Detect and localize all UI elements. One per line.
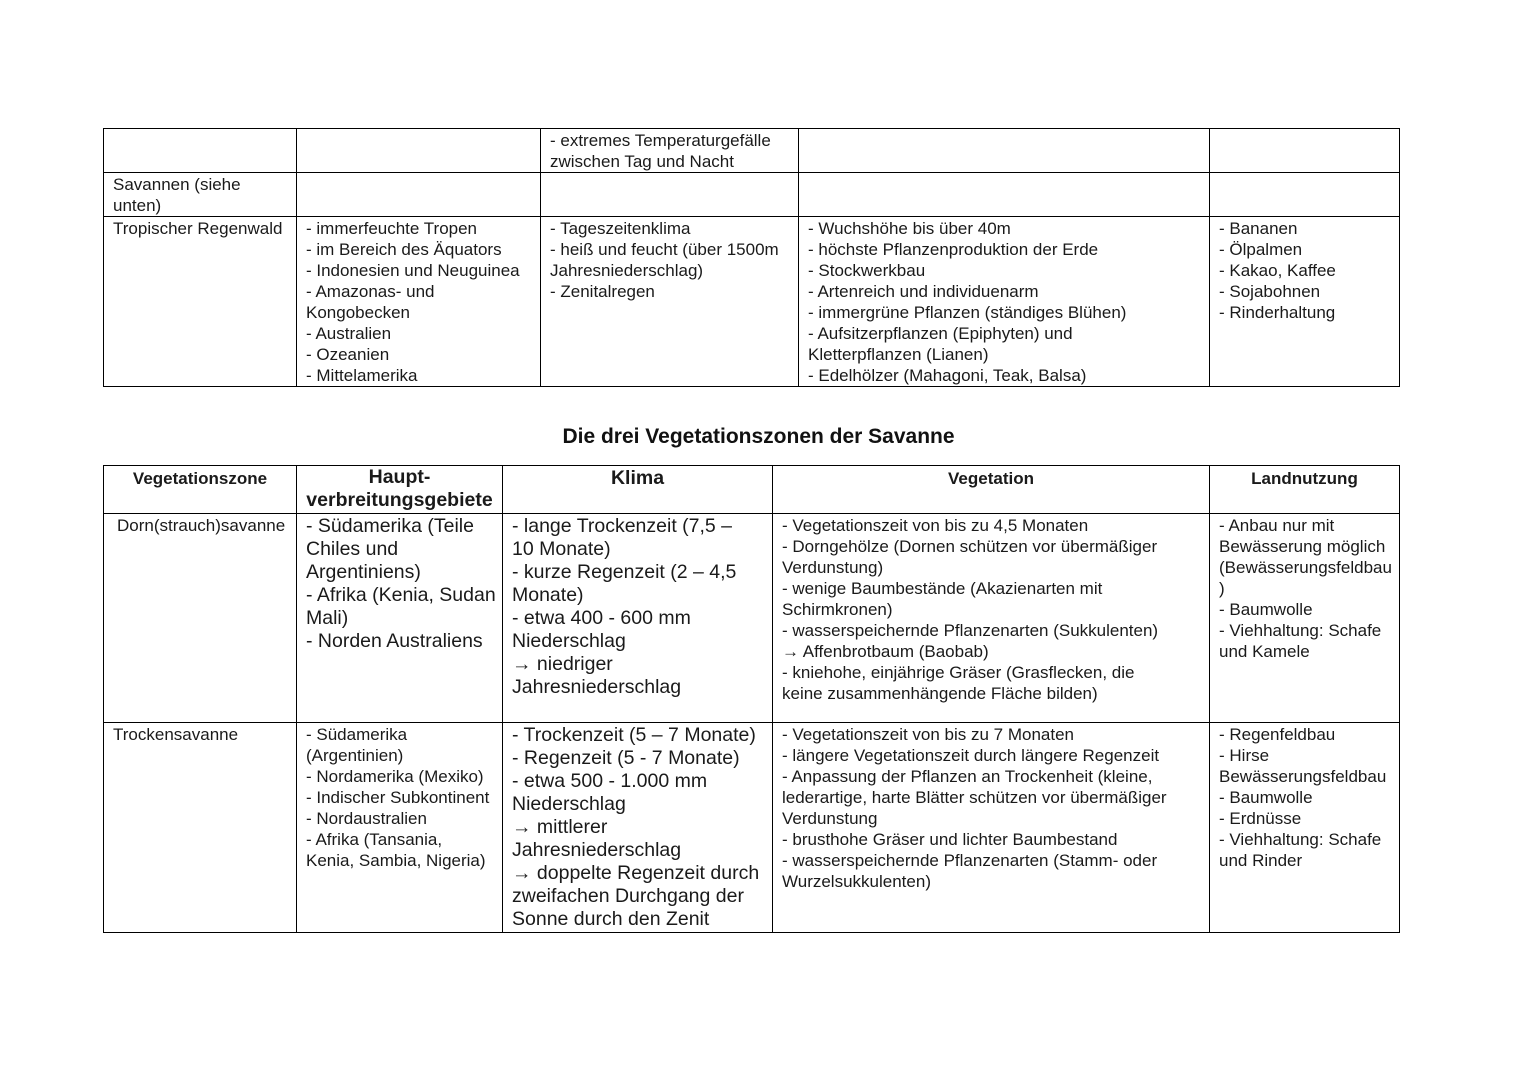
text-line: - wasserspeichernde Pflanzenarten (Sukkulenten)	[782, 621, 1159, 640]
text-line: - kniehohe, einjährige Gräser (Grasflecken, die	[782, 663, 1135, 682]
text-line: - kurze Regenzeit (2 – 4,5	[512, 561, 737, 583]
text-line: - Edelhölzer (Mahagoni, Teak, Balsa)	[808, 366, 1087, 385]
text-line: (Argentinien)	[306, 746, 404, 765]
vegetation-cell	[799, 173, 1210, 217]
header-climate: Klima	[503, 466, 773, 514]
text-line: - längere Vegetationszeit durch längere Regenzeit	[782, 746, 1160, 765]
header-land-use: Landnutzung	[1210, 466, 1400, 514]
land-use-cell	[1210, 514, 1400, 723]
text-line: - Sojabohnen	[1219, 282, 1321, 301]
text-line: Verdunstung	[782, 809, 878, 828]
text-line: - Anpassung der Pflanzen an Trockenheit (kleine,	[782, 767, 1153, 786]
text-line: zweifachen Durchgang der	[512, 885, 744, 907]
text-line: - Aufsitzerpflanzen (Epiphyten) und	[808, 324, 1073, 343]
vegetation-zones-table-continued	[103, 128, 1400, 387]
text-line: - Südamerika	[306, 725, 408, 744]
header-row	[104, 466, 1400, 514]
text-line: 10 Monate)	[512, 538, 611, 560]
text-line: - Ozeanien	[306, 345, 390, 364]
text-line: - Südamerika (Teile	[306, 515, 474, 537]
areas-cell	[297, 173, 541, 217]
text-line: Jahresniederschlag	[512, 676, 682, 698]
text-line: - Hirse	[1219, 746, 1270, 765]
text-line: Kletterpflanzen (Lianen)	[808, 345, 989, 364]
header-areas-line1: Haupt-	[368, 466, 431, 488]
text-line: - Zenitalregen	[550, 282, 655, 301]
text-line: - Dorngehölze (Dornen schützen vor übermäßiger	[782, 537, 1158, 556]
text-line: - Viehhaltung: Schafe	[1219, 830, 1382, 849]
text-line: Chiles und	[306, 538, 399, 560]
zone-cell	[104, 217, 297, 387]
text-line: Sonne durch den Zenit	[512, 908, 710, 930]
land-use-cell	[1210, 173, 1400, 217]
text-line: - Baumwolle	[1219, 788, 1313, 807]
text-line: (Bewässerungsfeldbau	[1219, 558, 1392, 577]
table-row	[104, 173, 1400, 217]
text-line: - Tageszeitenklima	[550, 219, 691, 238]
text-line: - Afrika (Tansania,	[306, 830, 443, 849]
header-areas	[297, 466, 503, 514]
text-line: und Kamele	[1219, 642, 1310, 661]
text-line: - Viehhaltung: Schafe	[1219, 621, 1382, 640]
areas-cell	[297, 723, 503, 933]
text-line: lederartige, harte Blätter schützen vor übermäßiger	[782, 788, 1167, 807]
text-line: - im Bereich des Äquators	[306, 240, 502, 259]
text-line: Monate)	[512, 584, 584, 606]
text-line: - Anbau nur mit	[1219, 516, 1335, 535]
text-line: - heiß und feucht (über 1500m	[550, 240, 779, 259]
table-row	[104, 217, 1400, 387]
text-line: - Wuchshöhe bis über 40m	[808, 219, 1011, 238]
text-line: - Australien	[306, 324, 392, 343]
text-line: - etwa 500 - 1.000 mm	[512, 770, 708, 792]
text-line: - lange Trockenzeit (7,5 –	[512, 515, 733, 537]
text-line: - Trockenzeit (5 – 7 Monate)	[512, 724, 756, 746]
climate-cell	[503, 514, 773, 723]
areas-cell	[297, 514, 503, 723]
text-line: - Norden Australiens	[306, 630, 483, 652]
text-line: Niederschlag	[512, 630, 626, 652]
text-line: - Nordaustralien	[306, 809, 427, 828]
table-row	[104, 723, 1400, 933]
vegetation-cell	[773, 514, 1210, 723]
vegetation-cell	[773, 723, 1210, 933]
text-line: Jahresniederschlag)	[550, 261, 704, 280]
text-line: - Indischer Subkontinent	[306, 788, 490, 807]
text-line: - Bananen	[1219, 219, 1298, 238]
text-line: - Regenfeldbau	[1219, 725, 1336, 744]
land-use-cell	[1210, 217, 1400, 387]
text-line: - immerfeuchte Tropen	[306, 219, 478, 238]
areas-cell	[297, 217, 541, 387]
text-line: Schirmkronen)	[782, 600, 893, 619]
savanna-zones-table	[103, 465, 1400, 933]
text-line: Mali)	[306, 607, 349, 629]
text-line: Jahresniederschlag	[512, 839, 682, 861]
text-line: - immergrüne Pflanzen (ständiges Blühen)	[808, 303, 1127, 322]
text-line: - Afrika (Kenia, Sudan	[306, 584, 496, 606]
text-line: - Mittelamerika	[306, 366, 418, 385]
text-line: - Vegetationszeit von bis zu 4,5 Monaten	[782, 516, 1089, 535]
zone-cell	[104, 173, 297, 217]
text-line: unten)	[113, 196, 162, 215]
text-line: )	[1219, 579, 1225, 598]
text-line: - höchste Pflanzenproduktion der Erde	[808, 240, 1099, 259]
header-vegetation: Vegetation	[773, 466, 1210, 514]
text-line: und Rinder	[1219, 851, 1303, 870]
zone-label: Trockensavanne	[113, 725, 239, 744]
text-line: - Indonesien und Neuguinea	[306, 261, 520, 280]
zone-cell	[104, 129, 297, 173]
text-line: Verdunstung)	[782, 558, 884, 577]
text-line: → Affenbrotbaum (Baobab)	[782, 642, 989, 661]
land-use-cell	[1210, 723, 1400, 933]
text-line: zwischen Tag und Nacht	[550, 152, 734, 171]
header-zone: Vegetationszone	[104, 466, 297, 514]
zone-cell	[104, 514, 297, 723]
vegetation-cell	[799, 217, 1210, 387]
climate-cell	[541, 217, 799, 387]
text-line: - Nordamerika (Mexiko)	[306, 767, 484, 786]
text-line: Savannen (siehe	[113, 175, 241, 194]
text-line: → niedriger	[512, 653, 613, 675]
text-line: - extremes Temperaturgefälle	[550, 131, 771, 150]
table-row	[104, 129, 1400, 173]
text-line: Kenia, Sambia, Nigeria)	[306, 851, 486, 870]
text-line: - Kakao, Kaffee	[1219, 261, 1336, 280]
text-line: keine zusammenhängende Fläche bilden)	[782, 684, 1098, 703]
text-line: Niederschlag	[512, 793, 626, 815]
text-line: - Erdnüsse	[1219, 809, 1302, 828]
climate-cell	[541, 129, 799, 173]
text-line: - Artenreich und individuenarm	[808, 282, 1039, 301]
table-row	[104, 514, 1400, 723]
text-line: - Rinderhaltung	[1219, 303, 1336, 322]
text-line: - Stockwerkbau	[808, 261, 926, 280]
text-line: Wurzelsukkulenten)	[782, 872, 931, 891]
land-use-cell	[1210, 129, 1400, 173]
text-line: - Baumwolle	[1219, 600, 1313, 619]
text-line: - brusthohe Gräser und lichter Baumbestand	[782, 830, 1118, 849]
vegetation-cell	[799, 129, 1210, 173]
text-line: Bewässerung möglich	[1219, 537, 1386, 556]
text-line: - Vegetationszeit von bis zu 7 Monaten	[782, 725, 1075, 744]
text-line: - Ölpalmen	[1219, 240, 1303, 259]
text-line: Tropischer Regenwald	[113, 219, 283, 238]
zone-label: Dorn(strauch)savanne	[117, 516, 286, 535]
text-line: → doppelte Regenzeit durch	[512, 862, 760, 884]
text-line: - wasserspeichernde Pflanzenarten (Stamm- oder	[782, 851, 1158, 870]
text-line: Bewässerungsfeldbau	[1219, 767, 1387, 786]
header-areas-line2: verbreitungsgebiete	[306, 489, 493, 511]
text-line: → mittlerer	[512, 816, 608, 838]
text-line: - Regenzeit (5 - 7 Monate)	[512, 747, 740, 769]
text-line: Kongobecken	[306, 303, 410, 322]
text-line: - etwa 400 - 600 mm	[512, 607, 691, 629]
text-line: - Amazonas- und	[306, 282, 435, 301]
text-line: - wenige Baumbestände (Akazienarten mit	[782, 579, 1103, 598]
text-line: Argentiniens)	[306, 561, 421, 583]
areas-cell	[297, 129, 541, 173]
section-title: Die drei Vegetationszonen der Savanne	[562, 425, 955, 448]
climate-cell	[503, 723, 773, 933]
climate-cell	[541, 173, 799, 217]
zone-cell	[104, 723, 297, 933]
